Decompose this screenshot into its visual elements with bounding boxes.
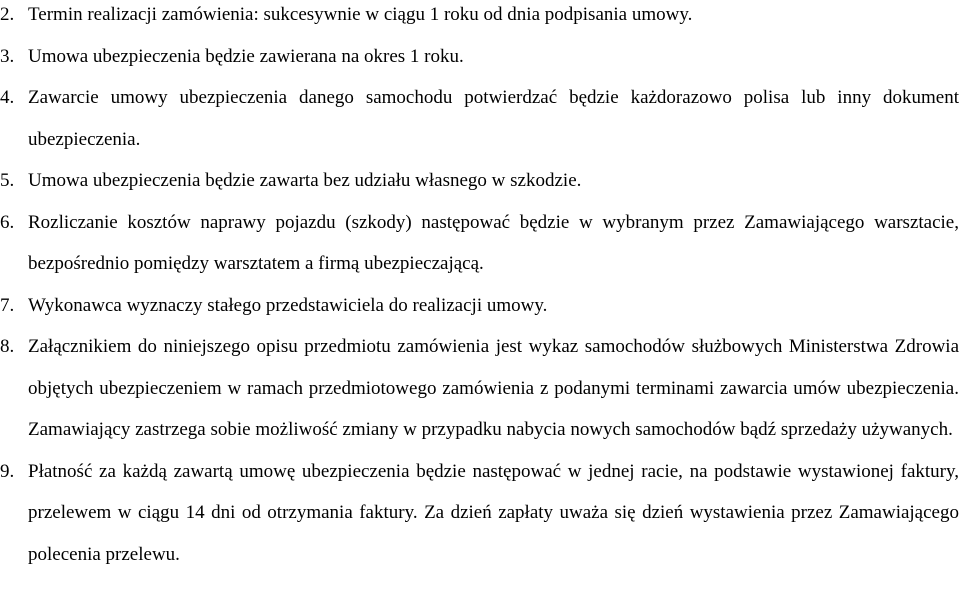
item-number: 2. xyxy=(0,4,15,25)
item-number: 7. xyxy=(0,294,15,316)
item-number: 6. xyxy=(0,211,15,233)
list-item-3 xyxy=(0,36,959,78)
item-text: Termin realizacji zamówienia: sukcesywnie w ciągu 1 roku od dnia podpisania umowy. xyxy=(28,4,693,25)
list-item-8 xyxy=(0,326,959,451)
item-text: Umowa ubezpieczenia będzie zawarta bez udziału własnego w szkodzie. xyxy=(28,170,582,191)
item-text: Umowa ubezpieczenia będzie zawierana na okres 1 roku. xyxy=(28,45,464,67)
item-number: 5. xyxy=(0,170,15,191)
item-number: 8. xyxy=(0,336,15,357)
item-text: Zawarcie umowy ubezpieczenia danego samochodu potwierdzać będzie każdorazowo polisa lub inny dokument ubezpieczenia. xyxy=(28,87,959,150)
list-item-6 xyxy=(0,202,959,285)
list-item-9 xyxy=(0,451,959,576)
list-item-5 xyxy=(0,160,959,202)
list-item-2 xyxy=(0,0,959,36)
item-number: 9. xyxy=(0,460,15,482)
item-text: Płatność za każdą zawartą umowę ubezpieczenia będzie następować w jednej racie, na podstawie wystawionej faktury, przelewem w ciągu 14 dni od otrzymania faktury. Za dzień zapłaty uważa się dzień wystawienia przez Zamawiającego polecenia przelewu. xyxy=(28,460,959,565)
item-text: Załącznikiem do niniejszego opisu przedmiotu zamówienia jest wykaz samochodów służbowych Ministerstwa Zdrowia objętych ubezpieczeniem w ramach przedmiotowego zamówienia z podanymi terminami zawarcia umów ubezpieczenia. Zamawiający zastrzega sobie możliwość zmiany w przypadku nabycia nowych samochodów bądź sprzedaży używanych. xyxy=(28,336,959,440)
list-item-7 xyxy=(0,285,959,327)
item-text: Rozliczanie kosztów naprawy pojazdu (szkody) następować będzie w wybranym przez Zamawiającego warsztacie, bezpośrednio pomiędzy warsztatem a firmą ubezpieczającą. xyxy=(28,211,959,274)
item-number: 4. xyxy=(0,87,15,108)
item-number: 3. xyxy=(0,45,15,67)
item-text: Wykonawca wyznaczy stałego przedstawiciela do realizacji umowy. xyxy=(28,294,548,316)
list-item-4 xyxy=(0,77,959,160)
